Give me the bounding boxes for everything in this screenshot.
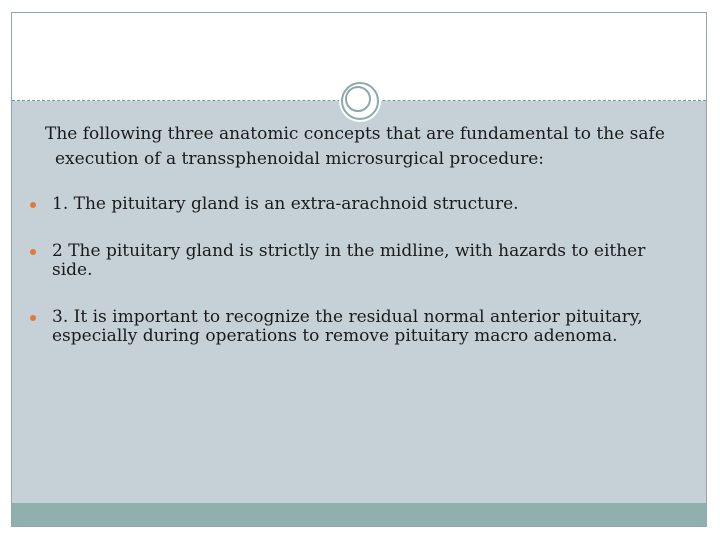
bullet-text: 3. It is important to recognize the residual normal anterior pituitary, especially during operations to remove pituitary macro adenoma.: [52, 307, 643, 346]
bullet-text: 2 The pituitary gland is strictly in the midline, with hazards to either side.: [52, 241, 646, 280]
bullet-dot-icon: [30, 202, 36, 208]
intro-line-1: The following three anatomic concepts that are fundamental to the safe: [45, 124, 665, 144]
bullet-text: 1. The pituitary gland is an extra-arachnoid structure.: [52, 194, 519, 214]
bullet-dot-icon: [30, 249, 36, 255]
bullet-item-3: [28, 308, 678, 346]
intro-paragraph: [45, 122, 695, 172]
ornament-inner-ring: [345, 86, 371, 112]
bullet-item-1: [28, 195, 678, 214]
intro-line-2: execution of a transsphenoidal microsurgical procedure:: [55, 149, 544, 169]
divider-ring-ornament-icon: [339, 80, 381, 122]
bullet-list: [28, 195, 678, 346]
bullet-item-2: [28, 242, 678, 280]
bullet-dot-icon: [30, 315, 36, 321]
